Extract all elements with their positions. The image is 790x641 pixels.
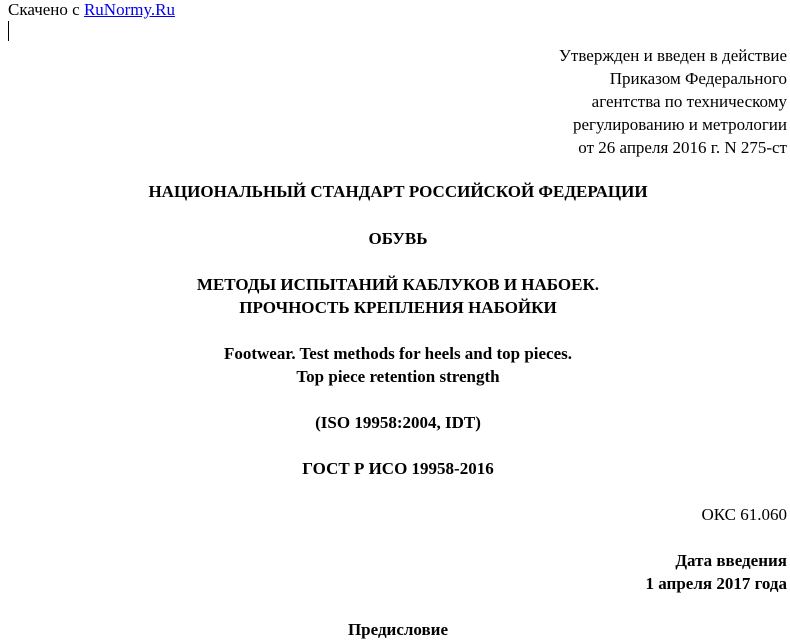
introduction-label: Дата введения	[675, 551, 787, 570]
approval-line-2: Приказом Федерального	[609, 69, 787, 88]
runormy-link[interactable]: RuNormy.Ru	[83, 0, 175, 19]
oks-code: ОКС 61.060	[701, 505, 787, 524]
approval-line-3: агентства по техническому	[591, 92, 787, 111]
standard-title: НАЦИОНАЛЬНЫЙ СТАНДАРТ РОССИЙСКОЙ ФЕДЕРАЦИИ	[148, 182, 648, 201]
foreword-heading: Предисловие	[347, 620, 449, 639]
english-title	[0, 342, 790, 388]
approval-line-1: Утвержден и введен в действие	[558, 46, 787, 65]
introduction-date: 1 апреля 2017 года	[645, 574, 787, 593]
gost-number: ГОСТ Р ИСО 19958-2016	[302, 459, 494, 478]
english-title-line-2: Top piece retention strength	[296, 367, 500, 386]
source-prefix: Скачено с	[8, 0, 84, 19]
approval-block	[559, 44, 787, 159]
introduction-date-block	[646, 549, 787, 595]
source-line	[8, 0, 175, 20]
approval-line-4: регулированию и метрологии	[572, 115, 787, 134]
iso-reference: (ISO 19958:2004, IDT)	[315, 413, 481, 432]
methods-title-line-1: МЕТОДЫ ИСПЫТАНИЙ КАБЛУКОВ И НАБОЕК.	[196, 275, 600, 294]
text-cursor	[8, 21, 9, 41]
methods-title	[0, 273, 790, 319]
subject-title: ОБУВЬ	[368, 229, 428, 248]
english-title-line-1: Footwear. Test methods for heels and top pieces.	[223, 344, 573, 363]
approval-line-5: от 26 апреля 2016 г. N 275-ст	[578, 138, 787, 157]
methods-title-line-2: ПРОЧНОСТЬ КРЕПЛЕНИЯ НАБОЙКИ	[239, 298, 557, 317]
